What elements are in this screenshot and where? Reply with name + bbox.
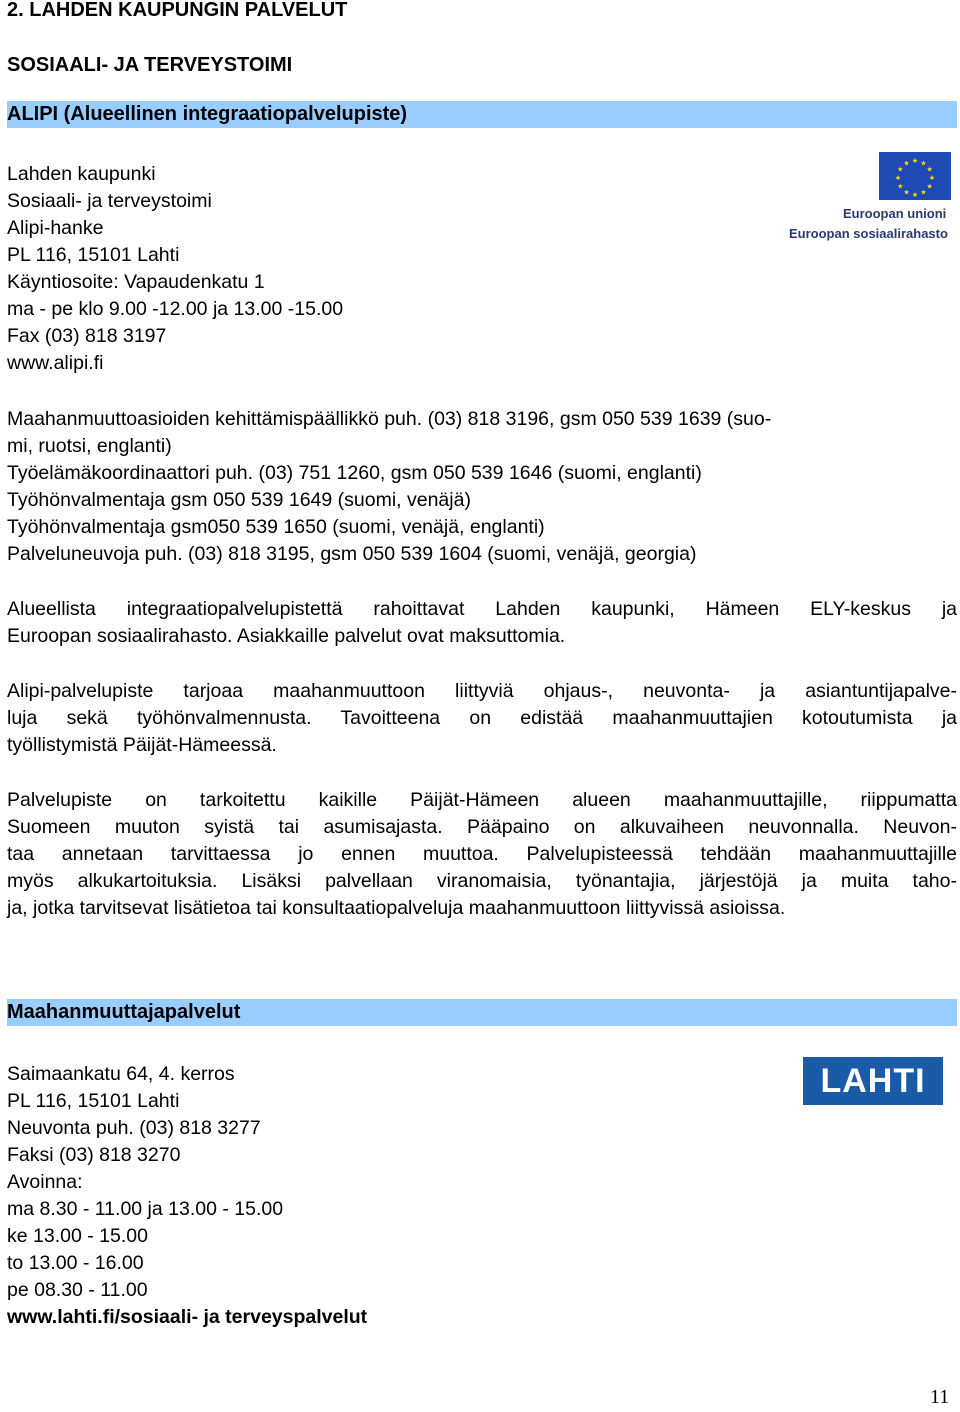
contact-line: Työhönvalmentaja gsm050 539 1650 (suomi, venäjä, englanti) bbox=[7, 516, 545, 538]
paragraph-line: Suomeen muuton syistä tai asumisajasta. Pääpaino on alkuvaiheen neuvonnalla. Neuvon- bbox=[7, 816, 957, 838]
paragraph-line: ja, jotka tarvitsevat lisätietoa tai konsultaatiopalveluja maahanmuuttoon liittyvissä asioissa. bbox=[7, 897, 786, 919]
svg-text:★: ★ bbox=[920, 188, 927, 197]
target-group-paragraph bbox=[7, 787, 957, 922]
opening-hours-line: ma - pe klo 9.00 -12.00 ja 13.00 -15.00 bbox=[7, 298, 344, 320]
svg-text:★: ★ bbox=[920, 159, 927, 168]
svg-text:★: ★ bbox=[894, 174, 902, 182]
fax-line: Faksi (03) 818 3270 bbox=[7, 1144, 181, 1166]
services-paragraph bbox=[7, 678, 957, 759]
opening-hours-line: to 13.00 - 16.00 bbox=[7, 1252, 144, 1274]
immigration-services-heading-band: Maahanmuuttajapalvelut bbox=[7, 999, 957, 1026]
paragraph-line: Euroopan sosiaalirahasto. Asiakkaille palvelut ovat maksuttomia. bbox=[7, 625, 566, 647]
address-line: PL 116, 15101 Lahti bbox=[7, 1090, 180, 1112]
contact-line: Maahanmuuttoasioiden kehittämispäällikkö puh. (03) 818 3196, gsm 050 539 1639 (suo- bbox=[7, 408, 772, 430]
opening-hours-line: ma 8.30 - 11.00 ja 13.00 - 15.00 bbox=[7, 1198, 284, 1220]
page-number: 11 bbox=[930, 1386, 950, 1408]
eu-logo-caption: Euroopan unioni bbox=[843, 206, 947, 221]
svg-text:★: ★ bbox=[926, 182, 933, 191]
svg-text:★: ★ bbox=[911, 157, 919, 165]
svg-text:★: ★ bbox=[928, 174, 936, 182]
immigration-address-block bbox=[7, 1061, 367, 1331]
svg-text:★: ★ bbox=[897, 182, 904, 191]
address-line: Sosiaali- ja terveystoimi bbox=[7, 190, 212, 212]
paragraph-line: Alueellista integraatiopalvelupistettä rahoittavat Lahden kaupunki, Hämeen ELY-keskus ja bbox=[7, 598, 957, 620]
phone-line: Neuvonta puh. (03) 818 3277 bbox=[7, 1117, 261, 1139]
address-line: PL 116, 15101 Lahti bbox=[7, 244, 180, 266]
lahti-website-link[interactable]: www.lahti.fi/sosiaali- ja terveyspalvelut bbox=[7, 1306, 368, 1328]
svg-text:★: ★ bbox=[897, 165, 904, 174]
paragraph-line: Palvelupiste on tarkoitettu kaikille Päijät-Hämeen alueen maahanmuuttajille, riippumatta bbox=[7, 789, 957, 811]
lahti-logo: LAHTI bbox=[803, 1057, 943, 1105]
paragraph-line: myös alkukartoituksia. Lisäksi palvellaan viranomaisia, työnantajia, järjestöjä ja muita taho- bbox=[7, 870, 957, 892]
contact-line: mi, ruotsi, englanti) bbox=[7, 435, 172, 457]
paragraph-line: työllistymistä Päijät-Hämeessä. bbox=[7, 734, 277, 756]
contact-line: Työelämäkoordinaattori puh. (03) 751 1260, gsm 050 539 1646 (suomi, englanti) bbox=[7, 462, 702, 484]
address-line: Alipi-hanke bbox=[7, 217, 104, 239]
alipi-heading-band: ALIPI (Alueellinen integraatiopalvelupiste) bbox=[7, 101, 957, 128]
fax-line: Fax (03) 818 3197 bbox=[7, 325, 167, 347]
opening-hours-line: pe 08.30 - 11.00 bbox=[7, 1279, 148, 1301]
address-line: Käyntiosoite: Vapaudenkatu 1 bbox=[7, 271, 265, 293]
paragraph-line: Alipi-palvelupiste tarjoaa maahanmuuttoon liittyviä ohjaus-, neuvonta- ja asiantuntijapalve- bbox=[7, 680, 957, 702]
svg-text:★: ★ bbox=[903, 188, 910, 197]
eu-flag-icon bbox=[879, 152, 951, 200]
paragraph-line: luja sekä työhönvalmennusta. Tavoitteena on edistää maahanmuuttajien kotoutumista ja bbox=[7, 707, 957, 729]
alipi-contacts-block bbox=[7, 406, 771, 568]
alipi-website-link[interactable]: www.alipi.fi bbox=[7, 352, 104, 374]
funding-paragraph bbox=[7, 596, 957, 650]
paragraph-line: taa annetaan tarvittaessa jo ennen muuttoa. Palvelupisteessä tehdään maahanmuuttajille bbox=[7, 843, 957, 865]
opening-hours-line: ke 13.00 - 15.00 bbox=[7, 1225, 148, 1247]
section-heading: SOSIAALI- JA TERVEYSTOIMI bbox=[7, 54, 293, 76]
chapter-heading: 2. LAHDEN KAUPUNGIN PALVELUT bbox=[7, 0, 348, 21]
alipi-address-block bbox=[7, 161, 343, 377]
address-line: Lahden kaupunki bbox=[7, 163, 156, 185]
address-line: Saimaankatu 64, 4. kerros bbox=[7, 1063, 235, 1085]
svg-text:★: ★ bbox=[903, 159, 910, 168]
contact-line: Työhönvalmentaja gsm 050 539 1649 (suomi, venäjä) bbox=[7, 489, 471, 511]
svg-text:★: ★ bbox=[911, 191, 919, 199]
contact-line: Palveluneuvoja puh. (03) 818 3195, gsm 050 539 1604 (suomi, venäjä, georgia) bbox=[7, 543, 697, 565]
eu-stars-icon bbox=[879, 152, 951, 200]
svg-text:★: ★ bbox=[926, 165, 933, 174]
eu-logo-caption: Euroopan sosiaalirahasto bbox=[789, 226, 948, 241]
opening-hours-label: Avoinna: bbox=[7, 1171, 83, 1193]
